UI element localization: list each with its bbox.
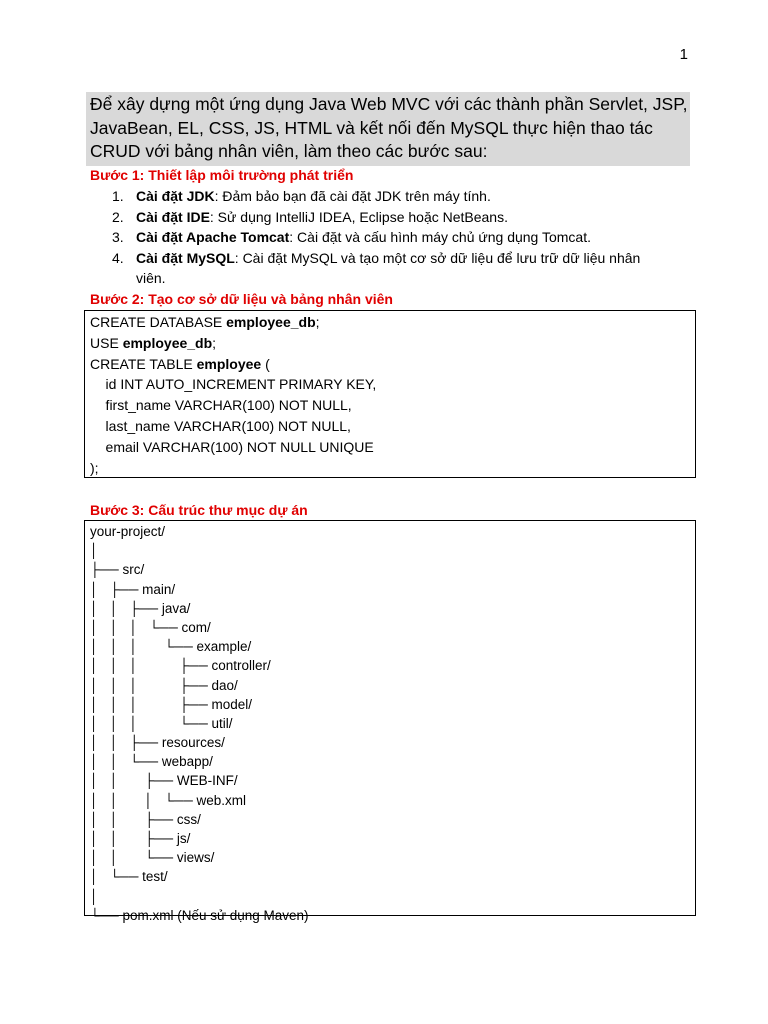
sql-code-box [84,310,696,478]
list-item [112,207,672,228]
tree-line: │ [90,543,99,559]
list-number: 1. [112,188,124,204]
tree-line: │ [90,888,99,904]
list-number: 2. [112,208,124,225]
tree-line: │ │ ├── js/ [90,831,191,846]
page-number: 1 [679,46,688,63]
list-number: 3. [112,229,124,245]
tree-line: │ │ ├── css/ [90,811,201,827]
tree-line: │ │ │ └── web.xml [90,792,247,808]
list-rest: : Cài đặt MySQL và tạo một cơ sở dữ liệu để lưu trữ dữ liệu nhân viên. [136,249,641,286]
code-line: ); [90,459,99,476]
list-number: 4. [112,249,124,266]
tree-line: │ │ ├── resources/ [90,735,225,751]
tree-line: ├── src/ [90,562,145,578]
list-text [136,248,672,289]
tree-line: │ │ │ ├── controller/ [90,658,271,674]
list-text [136,207,508,228]
tree-line: │ │ └── views/ [90,850,215,866]
intro-paragraph: Để xây dựng một ứng dụng Java Web MVC với các thành phần Servlet, JSP, JavaBean, EL, CSS, JS, HTML và kết nối đến MySQL thực hiện thao tác CRUD với bảng nhân viên, làm theo các bước sau: [86,92,690,166]
tree-line: │ │ ├── WEB-INF/ [90,773,238,789]
tree-line: │ │ ├── java/ [90,600,191,616]
list-bold: Cài đặt JDK [136,188,215,204]
list-bold: Cài đặt MySQL [136,249,235,266]
tree-line: │ │ │ ├── model/ [90,696,253,712]
directory-tree-box [84,520,696,923]
tree-line: │ │ │ ├── dao/ [90,677,238,693]
tree-line: │ │ │ └── example/ [90,639,252,655]
code-line: CREATE DATABASE employee_db; [90,314,320,330]
code-line: USE employee_db; [90,334,217,351]
code-line: id INT AUTO_INCREMENT PRIMARY KEY, [90,376,377,393]
code-line: email VARCHAR(100) NOT NULL UNIQUE [90,438,374,455]
tree-line: │ │ └── webapp/ [90,754,213,770]
step1-heading: Bước 1: Thiết lập môi trường phát triển [90,167,354,183]
list-bold: Cài đặt Apache Tomcat [136,229,290,245]
list-rest: : Cài đặt và cấu hình máy chủ ứng dụng Tomcat. [289,229,591,245]
tree-line: │ └── test/ [90,869,168,885]
tree-line: │ │ │ └── com/ [90,619,211,635]
step1-list [112,186,672,289]
step3-heading: Bước 3: Cấu trúc thư mục dự án [90,502,308,518]
tree-line: │ ├── main/ [90,581,176,597]
list-item [112,227,672,248]
list-text [136,227,591,248]
tree-line: └── pom.xml (Nếu sử dụng Maven) [90,907,309,923]
code-line: last_name VARCHAR(100) NOT NULL, [90,417,351,434]
code-line: first_name VARCHAR(100) NOT NULL, [90,397,352,414]
tree-line: │ │ │ └── util/ [90,715,233,731]
list-rest: : Sử dụng IntelliJ IDEA, Eclipse hoặc NetBeans. [209,208,508,225]
list-bold: Cài đặt IDE [136,208,210,225]
code-line: CREATE TABLE employee ( [90,355,270,372]
list-text [136,186,491,207]
list-rest: : Đảm bảo bạn đã cài đặt JDK trên máy tính. [214,188,491,204]
list-item [112,186,672,207]
list-item [112,248,672,289]
step2-heading: Bước 2: Tạo cơ sở dữ liệu và bảng nhân viên [90,291,393,307]
tree-line: your-project/ [90,524,166,539]
